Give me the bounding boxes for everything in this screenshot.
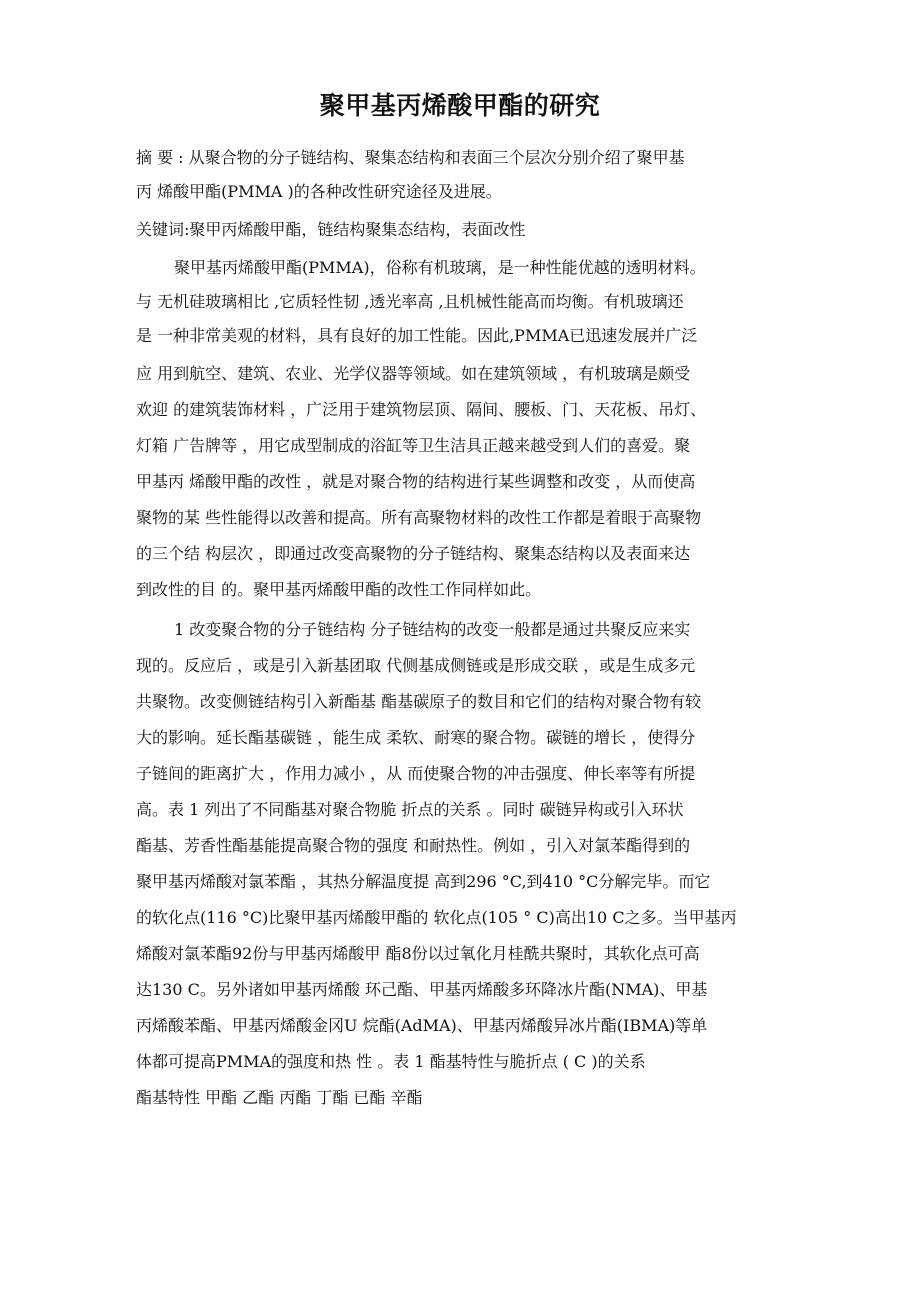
- paragraph-line: 是 一种非常美观的材料，具有良好的加工性能。因此,PMMA已迅速发展并广泛: [136, 326, 698, 345]
- document-title: 聚甲基丙烯酸甲酯的研究: [319, 91, 601, 120]
- paragraph-line: 1 改变聚合物的分子链结构 分子链结构的改变一般都是通过共聚反应来实: [174, 620, 691, 639]
- keywords-line: 关键词:聚甲丙烯酸甲酯，链结构聚集态结构，表面改性: [136, 220, 526, 239]
- paragraph-line: 共聚物。改变侧链结构引入新酯基 酯基碳原子的数目和它们的结构对聚合物有较: [136, 692, 702, 711]
- paragraph-line: 子链间的距离扩大 ，作用力减小 ，从 而使聚合物的冲击强度、伸长率等有所提: [136, 764, 696, 783]
- paragraph-line: 欢迎 的建筑装饰材料 ，广泛用于建筑物层顶、隔间、腰板、门、天花板、吊灯、: [136, 400, 707, 419]
- paragraph-line: 酯基、芳香性酯基能提高聚合物的强度 和耐热性。例如 ，引入对氯苯酯得到的: [136, 836, 691, 855]
- abstract-line: 摘 要 : 从聚合物的分子链结构、聚集态结构和表面三个层次分别介绍了聚甲基: [136, 148, 685, 167]
- paragraph-line: 丙烯酸苯酯、甲基丙烯酸金冈U 烷酯(AdMA)、甲基丙烯酸异冰片酯(IBMA)等单: [136, 1016, 708, 1035]
- paragraph-line: 大的影响。延长酯基碳链 ，能生成 柔软、耐寒的聚合物。碳链的增长 ，使得分: [136, 728, 696, 747]
- table-header-row: 酯基特性 甲酯 乙酯 丙酯 丁酯 已酯 辛酯: [136, 1088, 423, 1107]
- paragraph-line: 的软化点(116 °C)比聚甲基丙烯酸甲酯的 软化点(105 ° C)高出10 C之多。当甲基丙: [136, 908, 737, 927]
- paragraph-line: 烯酸对氯苯酯92份与甲基丙烯酸甲 酯8份以过氧化月桂酰共聚时，其软化点可高: [136, 944, 700, 963]
- paragraph-line: 体都可提高PMMA的强度和热 性 。表 1 酯基特性与脆折点 ( C )的关系: [136, 1052, 646, 1071]
- paragraph-line: 现的。反应后 ，或是引入新基团取 代侧基成侧链或是形成交联 ，或是生成多元: [136, 656, 696, 675]
- paragraph-line: 到改性的目 的。聚甲基丙烯酸甲酯的改性工作同样如此。: [136, 580, 542, 599]
- paragraph-line: 达130 C。另外诸如甲基丙烯酸 环己酯、甲基丙烯酸多环降冰片酯(NMA)、甲基: [136, 980, 708, 999]
- paragraph-line: 与 无机硅玻璃相比 ,它质轻性韧 ,透光率高 ,且机械性能高而均衡。有机玻璃还: [136, 292, 684, 311]
- paragraph-line: 的三个结 构层次 ，即通过改变高聚物的分子链结构、聚集态结构以及表面来达: [136, 544, 691, 563]
- paragraph-line: 高。表 1 列出了不同酯基对聚合物脆 折点的关系 。同时 碳链异构或引入环状: [136, 800, 684, 819]
- paragraph-line: 聚甲基丙烯酸甲酯(PMMA)，俗称有机玻璃，是一种性能优越的透明材料。: [174, 258, 706, 277]
- paragraph-line: 甲基丙 烯酸甲酯的改性 ，就是对聚合物的结构进行某些调整和改变 ，从而使高: [136, 472, 696, 491]
- paragraph-line: 灯箱 广告牌等 ，用它成型制成的浴缸等卫生洁具正越来越受到人们的喜爱。聚: [136, 436, 691, 455]
- paragraph-line: 应 用到航空、建筑、农业、光学仪器等领域。如在建筑领域 ，有机玻璃是颇受: [136, 364, 691, 383]
- paragraph-line: 聚物的某 些性能得以改善和提高。所有高聚物材料的改性工作都是着眼于高聚物: [136, 508, 702, 527]
- abstract-line: 丙 烯酸甲酯(PMMA )的各种改性研究途径及进展。: [136, 182, 502, 201]
- paragraph-line: 聚甲基丙烯酸对氯苯酯 ，其热分解温度提 高到296 °C,到410 °C分解完毕。而它: [136, 872, 711, 891]
